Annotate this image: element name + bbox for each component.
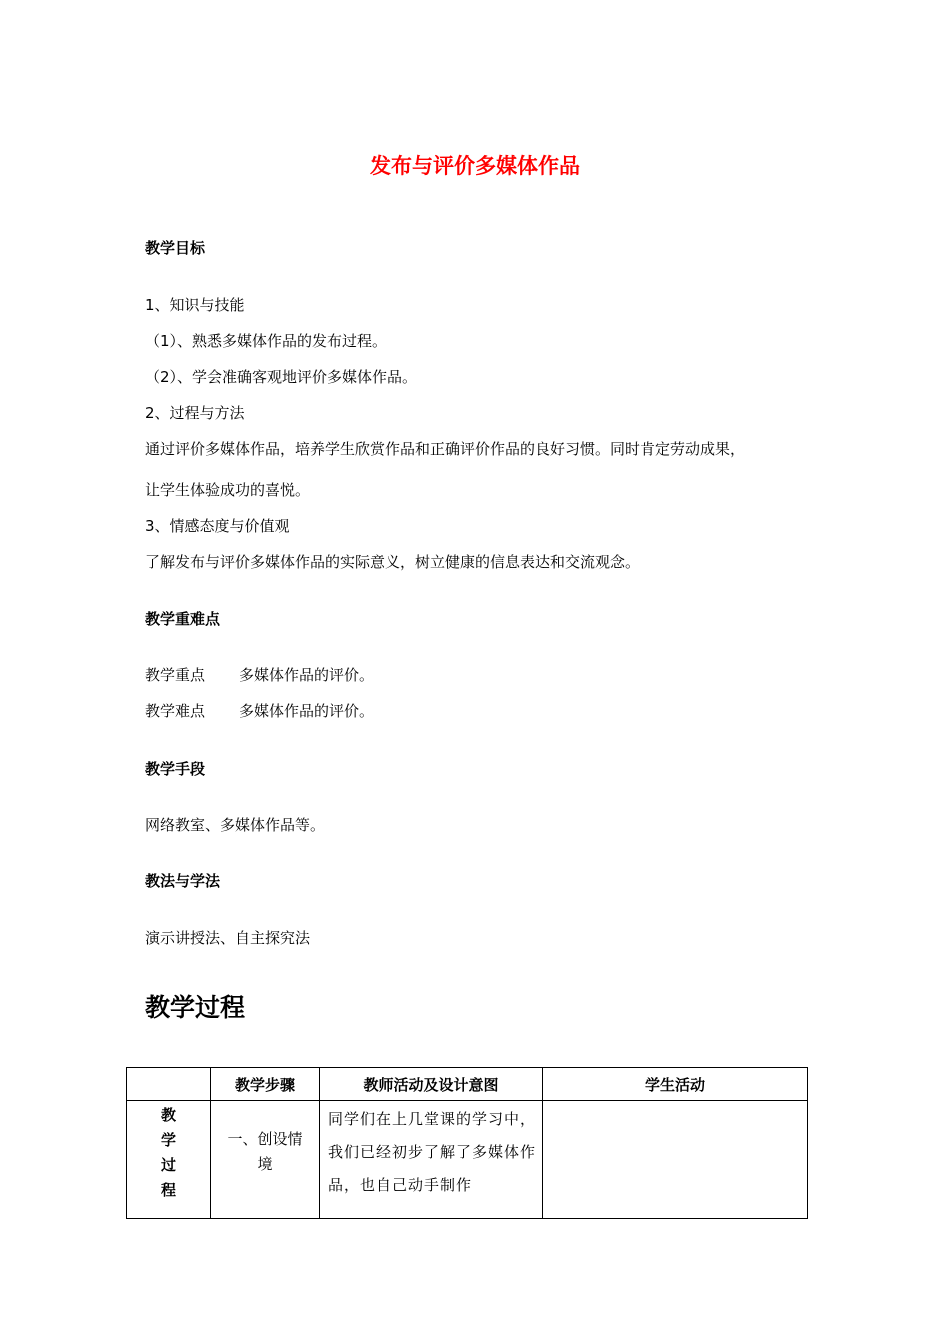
- step-line1: 一、创设情: [227, 1130, 303, 1148]
- header-cell-step: 教学步骤: [211, 1068, 320, 1101]
- process-heading: 教学过程: [145, 993, 246, 1022]
- goal1-item1: （1）、熟悉多媒体作品的发布过程。: [145, 332, 388, 350]
- step-cell: [211, 1101, 320, 1219]
- keypoints-heading: 教学重难点: [145, 610, 221, 628]
- goal2-text-line1: 通过评价多媒体作品，培养学生欣赏作品和正确评价作品的良好习惯。同时肯定劳动成果，: [145, 440, 746, 458]
- step-line2: 境: [257, 1155, 273, 1173]
- difficulty-label: 教学难点: [145, 702, 206, 720]
- process-label-char: 过: [160, 1156, 176, 1174]
- table-header-row: [127, 1068, 808, 1101]
- keypoint-label: 教学重点: [145, 666, 206, 684]
- keypoint-text: 多媒体作品的评价。: [239, 666, 375, 684]
- process-label-cell: [127, 1101, 211, 1219]
- means-heading: 教学手段: [145, 760, 206, 778]
- goal1-heading: 1、知识与技能: [145, 296, 245, 314]
- student-activity-cell: [543, 1101, 808, 1219]
- table-row: [127, 1101, 808, 1219]
- goal1-item2: （2）、学会准确客观地评价多媒体作品。: [145, 368, 418, 386]
- process-label-char: 教: [160, 1106, 176, 1124]
- goal3-heading: 3、情感态度与价值观: [145, 517, 290, 535]
- keypoint-row: [145, 664, 374, 685]
- methods-heading: 教法与学法: [145, 872, 221, 890]
- header-cell-student: 学生活动: [543, 1068, 808, 1101]
- means-text: 网络教室、多媒体作品等。: [145, 816, 326, 834]
- difficulty-text: 多媒体作品的评价。: [239, 702, 375, 720]
- process-label-char: 学: [160, 1131, 176, 1149]
- header-cell-teacher: 教师活动及设计意图: [320, 1068, 543, 1101]
- process-table: [126, 1067, 808, 1219]
- teacher-activity-cell: 同学们在上几堂课的学习中，我们已经初步了解了多媒体作品，也自己动手制作: [320, 1101, 543, 1219]
- methods-text: 演示讲授法、自主探究法: [145, 929, 311, 947]
- difficulty-row: [145, 700, 374, 721]
- goal2-heading: 2、过程与方法: [145, 404, 245, 422]
- goal3-text: 了解发布与评价多媒体作品的实际意义，树立健康的信息表达和交流观念。: [145, 553, 641, 571]
- document-title: 发布与评价多媒体作品: [370, 154, 580, 178]
- header-cell-blank: [127, 1068, 211, 1101]
- process-label-char: 程: [160, 1181, 176, 1199]
- goals-heading: 教学目标: [145, 239, 206, 257]
- goal2-text-line2: 让学生体验成功的喜悦。: [145, 481, 311, 499]
